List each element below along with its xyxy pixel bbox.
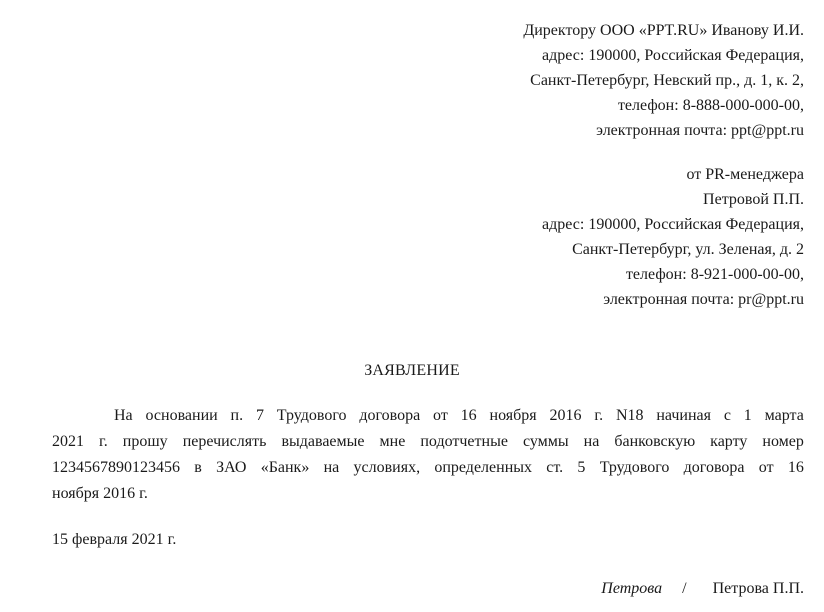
body-word: на: [323, 459, 340, 476]
handwritten-signature: Петрова: [601, 580, 663, 597]
body-word: номер: [762, 433, 804, 450]
recipient-line: Директору ООО «PPT.RU» Иванову И.И.: [523, 22, 804, 39]
body-line: [52, 455, 804, 481]
body-word: на: [583, 433, 600, 450]
body-word: суммы: [522, 433, 569, 450]
body-word: 2016: [549, 407, 582, 424]
sender-line: адрес: 190000, Российская Федерация,: [542, 216, 804, 233]
body-word: 5: [577, 459, 586, 476]
body-word: договора: [359, 407, 421, 424]
body-word: от: [433, 407, 448, 424]
body-word: подотчетные: [420, 433, 508, 450]
body-word: условиях,: [353, 459, 421, 476]
sender-line: от PR-менеджера: [686, 166, 804, 183]
body-word: 2021: [52, 433, 84, 450]
body-word: ноября: [489, 407, 537, 424]
recipient-line: адрес: 190000, Российская Федерация,: [542, 47, 804, 64]
body-word: На: [114, 407, 133, 424]
body-line: [52, 429, 804, 455]
signature-separator: /: [682, 580, 687, 597]
body-word: ст.: [546, 459, 564, 476]
statement-body: [52, 403, 804, 507]
body-word: определенных: [434, 459, 532, 476]
body-word: ЗАО: [216, 459, 247, 476]
sender-line: электронная почта: pr@ppt.ru: [603, 291, 804, 308]
recipient-block: [523, 18, 804, 143]
body-word: от: [758, 459, 774, 476]
body-word: Трудового: [276, 407, 347, 424]
body-word: прошу: [122, 433, 168, 450]
body-word: Трудового: [599, 459, 670, 476]
body-word: с: [723, 407, 731, 424]
body-word: начиная: [656, 407, 711, 424]
body-word: банковскую: [614, 433, 696, 450]
sender-line: Санкт-Петербург, ул. Зеленая, д. 2: [572, 241, 804, 258]
body-word: основании: [145, 407, 218, 424]
body-word: г.: [594, 407, 604, 424]
sender-block: [542, 162, 804, 312]
signature-name: Петрова П.П.: [712, 580, 804, 597]
body-word: выдаваемые: [281, 433, 365, 450]
sender-line: Петровой П.П.: [703, 191, 804, 208]
body-line: ноября 2016 г.: [52, 485, 148, 502]
signature-row: [601, 576, 804, 601]
recipient-line: телефон: 8-888-000-000-00,: [617, 97, 804, 114]
body-word: перечислять: [182, 433, 267, 450]
body-word: 16: [787, 459, 804, 476]
body-word: 1234567890123456: [52, 459, 180, 476]
recipient-line: Санкт-Петербург, Невский пр., д. 1, к. 2,: [530, 72, 804, 89]
body-word: в: [194, 459, 202, 476]
body-word: 7: [255, 407, 264, 424]
body-word: N18: [615, 407, 644, 424]
body-word: мне: [379, 433, 406, 450]
body-word: п.: [230, 407, 244, 424]
body-word: «Банк»: [260, 459, 310, 476]
body-word: 1: [743, 407, 752, 424]
body-word: 16: [460, 407, 477, 424]
recipient-line: электронная почта: ppt@ppt.ru: [596, 122, 804, 139]
document-date: 15 февраля 2021 г.: [52, 531, 177, 548]
body-word: г.: [99, 433, 108, 450]
body-word: договора: [683, 459, 745, 476]
body-word: карту: [710, 433, 748, 450]
sender-line: телефон: 8-921-000-00-00,: [625, 266, 804, 283]
body-line: [52, 403, 804, 429]
document-title: ЗАЯВЛЕНИЕ: [364, 362, 460, 379]
body-word: марта: [764, 407, 804, 424]
